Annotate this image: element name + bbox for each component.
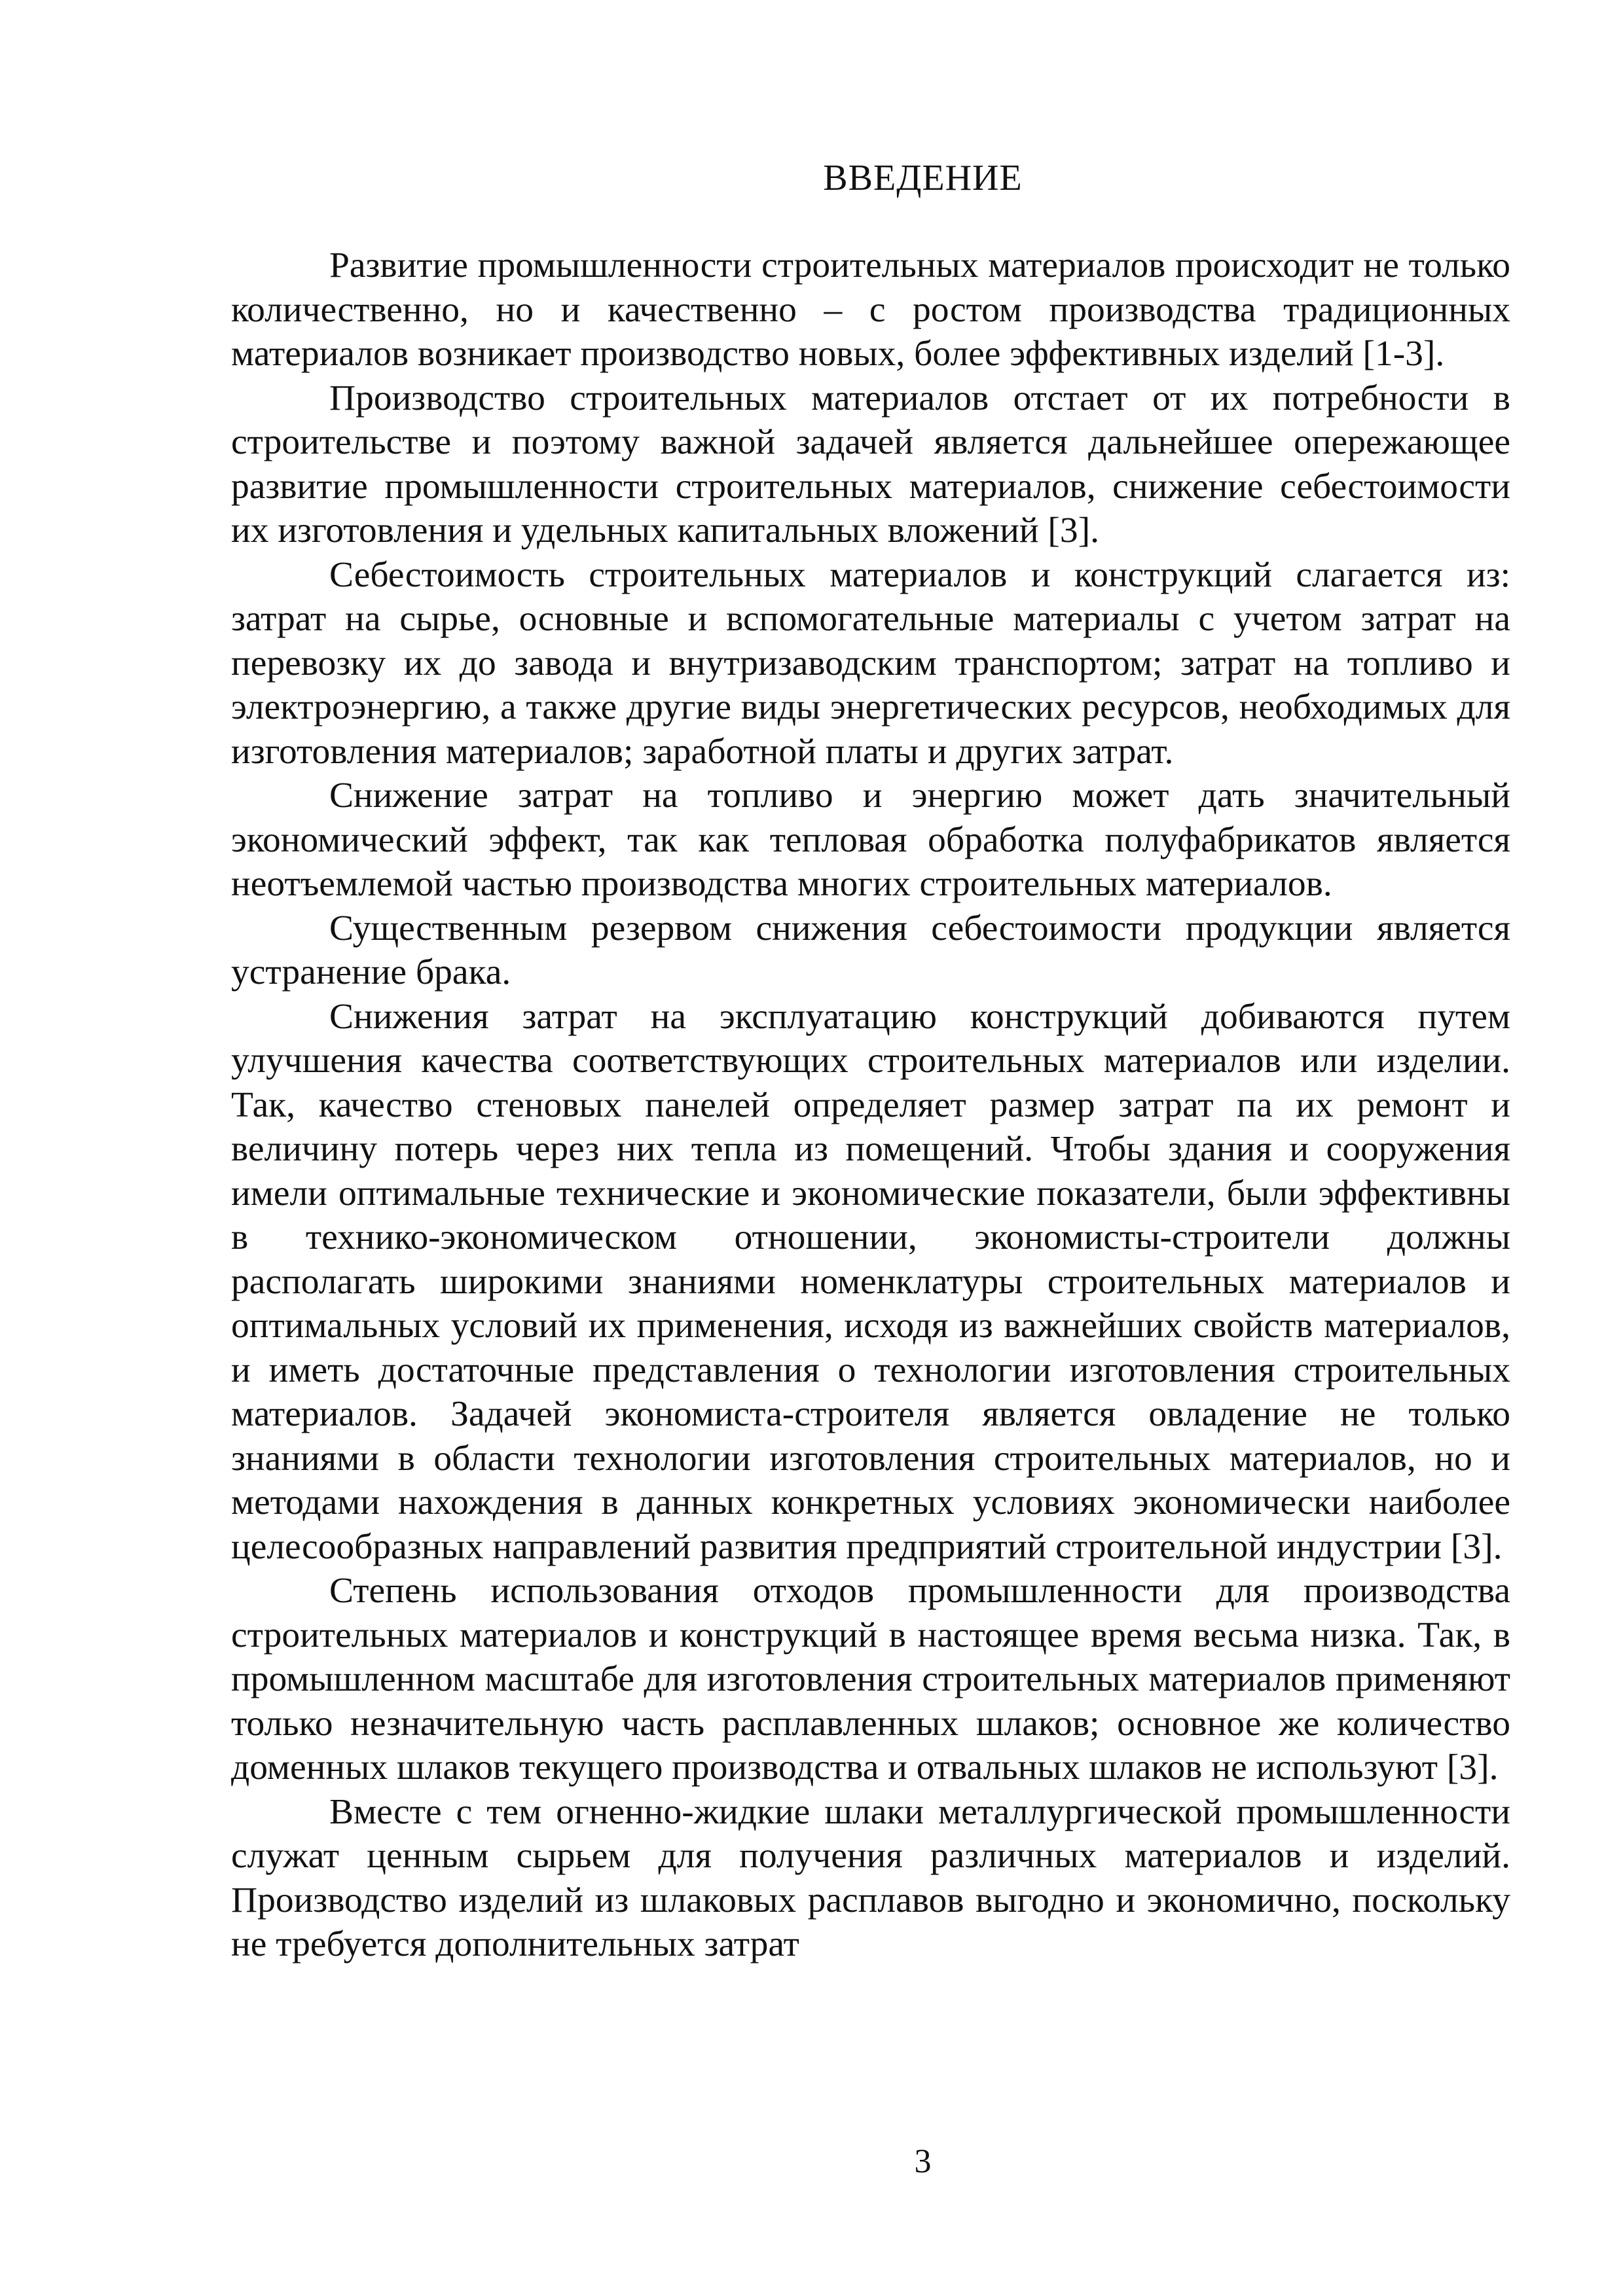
- paragraph-4: Снижение затрат на топливо и энергию может дать значительный экономический эффект, так как тепловая обработка полуфабрикатов является неотъемлемой частью производства многих строительных материалов.: [231, 776, 1510, 904]
- paragraph-7: Степень использования отходов промышленности для производства строительных материалов и конструкций в настоящее время весьма низка. Так, в промышленном масштабе для изготовления строительных материалов применяют только незначительную часть расплавленных шлаков; основное же количество доменных шлаков текущего производства и отвальных шлаков не используют [3].: [231, 1571, 1510, 1787]
- paragraph-1: Развитие промышленности строительных материалов происходит не только количественно, но и качественно – с ростом производства традиционных материалов возникает производство новых, более эффективных изделий [1-3].: [231, 245, 1510, 374]
- page-title: ВВЕДЕНИЕ: [823, 158, 1023, 198]
- body-text: [231, 243, 1510, 1967]
- paragraph-8: Вместе с тем огненно-жидкие шлаки металлургической промышленности служат ценным сырьем для получения различных материалов и изделий. Производство изделий из шлаковых расплавов выгодно и экономично, поскольку не требуется дополнительных затрат: [231, 1791, 1510, 1964]
- page-number: 3: [914, 2143, 932, 2180]
- paragraph-6: Снижения затрат на эксплуатацию конструкций добиваются путем улучшения качества соответствующих строительных материалов или изделии. Так, качество стеновых панелей определяет размер затрат па их ремонт и величину потерь через них тепла из помещений. Чтобы здания и сооружения имели оптимальные технические и экономические показатели, были эффективны в технико-экономическом отношении, экономисты-строители должны располагать широкими знаниями номенклатуры строительных материалов и оптимальных условий их применения, исходя из важнейших свойств материалов, и иметь достаточные представления о технологии изготовления строительных материалов. Задачей экономиста-строителя является овладение не только знаниями в области технологии изготовления строительных материалов, но и методами нахождения в данных конкретных условиях экономически наиболее целесообразных направлений развития предприятий строительной индустрии [3].: [231, 996, 1510, 1567]
- paragraph-2: Производство строительных материалов отстает от их потребности в строительстве и поэтому важной задачей является дальнейшее опережающее развитие промышленности строительных материалов, снижение себестоимости их изготовления и удельных капитальных вложений [3].: [231, 378, 1510, 550]
- paragraph-5: Существенным резервом снижения себестоимости продукции является устранение брака.: [231, 908, 1510, 992]
- paragraph-3: Себестоимость строительных материалов и конструкций слагается из: затрат на сырье, основные и вспомогательные материалы с учетом затрат на перевозку их до завода и внутризаводским транспортом; затрат на топливо и электроэнергию, а также другие виды энергетических ресурсов, необходимых для изготовления материалов; заработной платы и других затрат.: [231, 554, 1510, 772]
